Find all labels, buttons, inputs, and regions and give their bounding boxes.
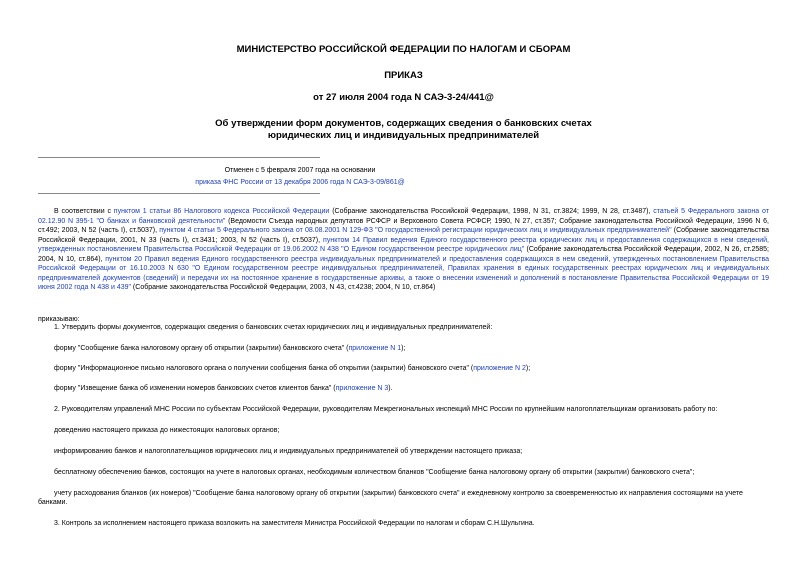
preamble-text: (Ведомости Съезда народных депутатов РСФСР и Верховного Совета РСФСР, 1990, N 27, ст.357; Собрание законодательства Российской Федерации, 1996 N 6, ст.492; 2003, N 52 (часть I), ст.5037), (38, 217, 769, 234)
revocation-note: Отменен с 5 февраля 2007 года на основании (224, 167, 376, 174)
separator-bottom (38, 193, 320, 194)
sub-item-3: бесплатному обеспечению банков, состоящих на учете в налоговых органах, необходимым количеством бланков "Сообщение банка налоговому органу об открытии (закрытии) банковского счета"; (54, 469, 695, 476)
revocation-link-row (38, 177, 562, 188)
sub-item-2: информированию банков и налогоплательщиков юридических лиц и индивидуальных предпринимателей об утверждении настоящего приказа; (54, 448, 523, 455)
form-3-text: форму "Извещение банка об изменении номеров банковских счетов клиентов банка" ( (54, 385, 336, 392)
item-2: 2. Руководителям управлений МНС России по субъектам Российской Федерации, руководителям Межрегиональных инспекций МНС России по крупнейшим налогоплательщикам организовать работу по: (54, 406, 718, 413)
doc-title (0, 118, 807, 142)
sub-item-4-line-1: учету расходования бланков (их номеров) "Сообщение банка налоговому органу об открытии (закрытии) банковского счета" и ежедневному контролю за своевременностью их направления состоящими на учете (54, 490, 743, 497)
appendix-2-link[interactable]: приложение N 2 (473, 365, 526, 372)
appendix-3-link[interactable]: приложение N 3 (335, 385, 389, 392)
doc-type-heading: ПРИКАЗ (384, 70, 423, 81)
form-2-end: ); (525, 365, 531, 372)
item-1: 1. Утвердить формы документов, содержащих сведения о банковских счетах юридических лиц и индивидуальных предпринимателей: (54, 324, 493, 331)
form-2-line (54, 364, 530, 373)
preamble-text: (Собрание законодательства Российской Федерации, 2002, N 26, ст.2585; 2004, N 10, ст.864), (38, 246, 769, 263)
revocation-link[interactable]: приказа ФНС России от 13 декабря 2006 года N САЭ-3-09/861@ (195, 179, 405, 186)
form-1-end: ); (401, 345, 406, 352)
preamble-text: (Собрание законодательства Российской Федерации, 2003, N 43, ст.4238; 2004, N 10, ст.864) (130, 284, 436, 291)
separator-top (38, 157, 320, 158)
item-3: 3. Контроль за исполнением настоящего приказа возложить на заместителя Министра Российской Федерации по налогам и сборам С.Н.Шульгина. (54, 520, 535, 527)
form-3-line (54, 384, 393, 393)
doc-title-line-1: Об утверждении форм документов, содержащих сведения о банковских счетах (215, 118, 592, 129)
form-2-text: форму "Информационное письмо налогового органа о получении сообщения банка об открытии (закрытии) банковского счета" ( (54, 365, 474, 372)
preamble-link-legal-entities-rules[interactable]: пунктом 14 Правил ведения Единого государственного реестра юридических лиц и предоставления содержащихся в нем сведений, утвержденных постановлением Правительства Российской Федерации от 19.06.2002 N 438 "О Едином государственном реестре юридических лиц" (38, 236, 769, 253)
preamble-link-registration-law[interactable]: пунктом 4 статьи 5 Федерального закона от 08.08.2001 N 129-ФЗ "О государственной регистрации юридических лиц и индивидуальных предпринимателей" (159, 227, 672, 234)
sub-item-1: доведению настоящего приказа до нижестоящих налоговых органов; (54, 427, 280, 434)
preamble-link-tax-code[interactable]: пунктом 1 статьи 86 Налогового кодекса Российской Федерации (113, 208, 330, 215)
orders-line: приказываю: (38, 316, 80, 323)
form-1-line (54, 344, 405, 353)
doc-date-number: от 27 июля 2004 года N САЭ-3-24/441@ (313, 92, 494, 103)
preamble-link-banking-law[interactable]: статьей 5 Федерального закона от 02.12.90 N 395-1 "О банках и банковской деятельности" (38, 208, 769, 225)
preamble-link-entrepreneurs-rules[interactable]: пунктом 20 Правил ведения Единого государственного реестра индивидуальных предпринимателей и предоставления содержащихся в нем сведений, утвержденных постановлением Правительства Российской Федерации от 16.10.2003 N 630 "О Едином государственном реестре индивидуальных предпринимателей, Правилах хранения в единых государственных реестрах юридических лиц и индивидуальных предпринимателей документов (сведений) и передачи их на постоянное хранение в государственные архивы, а также о внесении изменений и дополнений в постановление Правительства Российской Федерации от 19 июня 2002 года N 438 и 439" (38, 255, 769, 291)
form-3-end: ). (388, 385, 393, 392)
sub-item-4-line-2: банками. (38, 499, 68, 506)
doc-title-line-2: юридических лиц и индивидуальных предпринимателей (267, 130, 540, 141)
preamble-paragraph (38, 207, 769, 293)
ministry-heading: МИНИСТЕРСТВО РОССИЙСКОЙ ФЕДЕРАЦИИ ПО НАЛОГАМ И СБОРАМ (236, 44, 571, 55)
appendix-1-link[interactable]: приложение N 1 (348, 345, 402, 352)
preamble-text: В соответствии с (54, 208, 114, 215)
preamble-text: (Собрание законодательства Российской Федерации, 1998, N 31, ст.3824; 1999, N 28, ст.3487), (329, 208, 654, 215)
form-1-text: форму "Сообщение банка налоговому органу об открытии (закрытии) банковского счета" ( (54, 345, 349, 352)
preamble-text: (Собрание законодательства Российской Федерации, 2001, N 33 (часть I), ст.3431; 2003, N 52 (часть I), ст.5037), (38, 227, 770, 244)
